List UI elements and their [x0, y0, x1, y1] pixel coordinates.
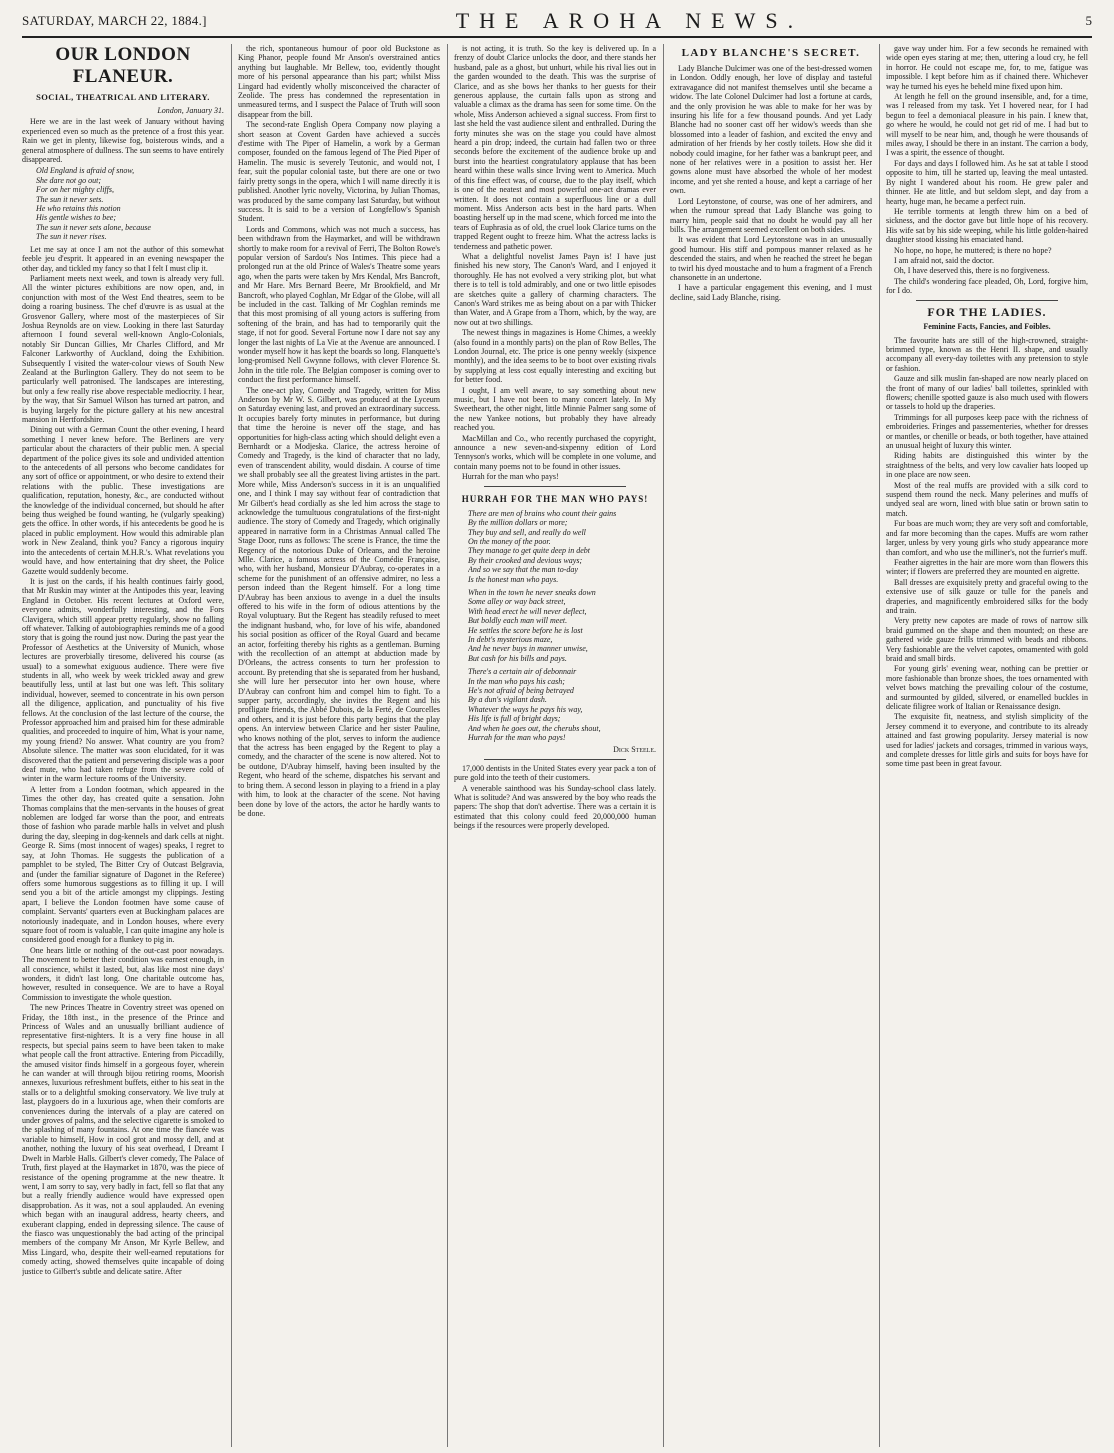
paragraph: Dining out with a German Count the other evening, I heard something I never knew before. The Berliners are very particular about the characters of their public men. A special department of the police gives its sole and undivided attention to the antecedents of all persons who become candidates for any sort of office or appointment, or who desire to extend their relations with the public. These investigations are qualification, reputation, honesty, &c., are conducted without the knowledge of the individual concerned, but should he after being thus weighed be found wanting, he (vulgarly speaking) gets the office. In other words, if his antecedents be good he is placed in public employment. How would this admirable plan work in New Zealand, think you? Fancy a rigorous inquiry into the antecedents of certain M.H.R.'s. What revelations you would have, and how entertaining that dry sheet, the Police Gazette would suddenly become.	[22, 425, 224, 576]
paragraph: gave way under him. For a few seconds he remained with wide open eyes staring at me; then, uttering a loud cry, he fell in horror. He could not escape me, for, to me, fatigue was impossible. I kept before him as if chained there. Whichever way he turned his eyes he beheld mine fixed upon him.	[886, 44, 1088, 91]
column-4	[670, 44, 872, 1447]
poem-title: HURRAH FOR THE MAN WHO PAYS!	[461, 493, 649, 504]
paragraph: What a delightful novelist James Payn is! I have just finished his new story, The Canon's Ward, and I enjoyed it thoroughly. He has not evolved a very striking plot, but what there is to tell is told admirably, and one or two little episodes are sketches quite a gallery of charming characters. The Canon's Ward strikes me as being about on a par with Thicker than Water, and A Grape from a Thorn, which, by the way, are now out at two shillings.	[454, 251, 656, 327]
verse-line: Is the honest man who pays.	[468, 574, 559, 584]
paragraph: Lord Leytonstone, of course, was one of her admirers, and when the rumour spread that Lady Blanche was going to marry him, people said that no doubt he would pay all her bills. The arrangement seemed excellent on both sides.	[670, 196, 872, 234]
paragraph: Oh, I have deserved this, there is no forgiveness.	[894, 266, 1050, 276]
dateline: London, January 31.	[157, 106, 224, 115]
page-number: 5	[1085, 13, 1092, 28]
verse-line: The sun it never sets.	[36, 194, 104, 204]
paragraph: Let me say at once I am not the author of this somewhat feeble jeu d'esprit. It appeared in an evening newspaper the other day, and tickled my fancy so that I felt I must clip it.	[22, 244, 224, 273]
verse-line: In debt's mysterious maze,	[468, 634, 553, 644]
paragraph: Parliament meets next week, and town is already very full. All the winter pictures exhibitions are now open, and, in conjunction with most of the West End theatres, seem to be doing a roaring business. The chef d'œuvre is as usual at the Grosvenor Gallery, where most of the masterpieces of Sir Joshua Reynolds are on view. Looking in there last Saturday afternoon I found several well-known Anglo-Colonials, notably Sir Duncan Gillies, Mr Charles Clifford, and Mr Falconer Larkworthy of Auckland, doing the Exhibition. Subsequently I visited the water-colour views of South New Zealand at the Burlington Gallery. They do not seem to be particularly well patronised. The landscapes are interesting, but only a few really rise above respectable mediocrity. I hear, by the way, that Sir Samuel Wilson has turned art patron, and is buying largely for the picture gallery at his new ancestral mansion in Hertfordshire.	[22, 273, 224, 424]
paragraph: Hurrah for the man who pays!	[462, 472, 559, 482]
verse-line: By their crooked and devious ways;	[468, 555, 583, 565]
paragraph: It is just on the cards, if his health continues fairly good, that Mr Ruskin may winter at the Antipodes this year, leaving England in October. His recent lectures at Oxford were, everyone admits, wonderfully interesting, and the Fors Clavigera, which still appear pretty regularly, show no falling off whatever. Talking of autobiographies reminds me of a good story that is going the round just now. During the past year the Professor of Aesthetics at the University of Munich, whose lectures are proverbially tiresome, delivered his course (as usual) to a somewhat exiguous audience. There were five students in all, who week by week trickled away and grew beautifully less, until at last but one was left. This solitary individual, however, seemed to concentrate in his own person all the diligence, application, and punctuality of his five fellows. At the conclusion of the last lecture of the course, the Professor approached him and praised him for these admirable qualities, and proceeded to inquire of him, What is your name, my young friend? No answer. What country are you from? Absolute silence. The matter was soon elucidated, for it was discovered that the patient and persevering disciple was a poor deaf mute, who had taken refuge from the severe cold of winter in the warm lecture rooms of the University.	[22, 576, 224, 784]
verse-line: But boldly each man will meet.	[468, 616, 568, 626]
column-rule	[879, 44, 880, 1447]
verse-line: There are men of brains who count their gains	[468, 508, 617, 518]
paragraph: Fur boas are much worn; they are very soft and comfortable, and far more becoming than the capes. Muffs are worn rather larger, unless by very young girls who study appearance more than comfort, and who use the milliner's, not the furrier's muff.	[886, 519, 1088, 557]
verse-line: He settles the score before he is lost	[468, 625, 583, 635]
paragraph: Very pretty new capotes are made of rows of narrow silk braid gummed on the shape and then mounted; on these are gathered wide gauze frills trimmed with beads and ribbons. Very fashionable are the velvet capotes, ornamented with gold braid and small birds.	[886, 616, 1088, 663]
verse-line: Whatever the ways he pays his way,	[468, 704, 583, 714]
column-3	[454, 44, 656, 1447]
verse-line: By a dun's vigilant dash.	[468, 695, 547, 705]
paragraph: the rich, spontaneous humour of poor old Buckstone as King Phanor, people found Mr Anson's overstrained antics anything but laughable. Mr Bellew, too, evidently thought more of his personal appearance than his part; whilst Miss Lingard had evidently wholly misconceived the character of Zeolide. The press has condemned the representation in unmeasured terms, and I suspect the Palace of Truth will soon disappear from the bill.	[238, 44, 440, 119]
paragraph: For days and days I followed him. As he sat at table I stood opposite to him, till he started up, leaving the meal untasted. By night I wandered about his room. He grew paler and thinner. He ate little, and but seldom slept, and day from a hearty, huge man, he became a perfect ruin.	[886, 158, 1088, 206]
story-title: LADY BLANCHE'S SECRET.	[681, 47, 861, 59]
paragraph: At length he fell on the ground insensible, and, for a time, was I released from my task. Yet I hovered near, for I had begun to feel a demoniacal pleasure in his pain. I knew that, go where he would, he could not get rid of me. I had but to will myself to be near him, and, though he were thousands of miles away, I should be there in an instant. The carrion a body, I was a spirit, the essence of thought.	[886, 92, 1088, 158]
verse-line: Some alley or way back street,	[468, 597, 566, 607]
paragraph: The new Princes Theatre in Coventry street was opened on Friday, the 18th inst., in the presence of the Prince and Princess of Wales and an unusually brilliant audience of representative first-nighters. It is a very fine house in all respects, but special pains seem to have been taken to make what people call the front attractive. Entering from Piccadilly, the amused visitor finds himself in a gorgeous foyer, wherein he can wander at will through bijou retiring rooms, Moorish annexes, luxurious refreshment buffets, either to his seat in the stalls or to a delightful smoking conservatory. We live truly at last, playgoers do in a luxurious age, when their comforts are conveniences during the intervals of a play are catered on under groves of palms, and the selective cigarette is smoked to the splashing of many fountains. At one time the fiancée was variable to himself, How in cool grot and mossy dell, and at another, nothing the luxury of his seat overhead, I Dreamt I Dwelt in Marble Halls. Gilbert's clever comedy, The Palace of Truth, first played at the Haymarket in 1870, was the piece of resistance of the opening programme at the new theatre. It went, I am sorry to say, very badly in fact, fell so flat that any but a really friendly audience would have expressed open disapprobation. As it was, not a soul applauded. An evening which began with an inaugural address, hearty cheers, and exuberant clapping, ended in depressing silence. The cause of the fiasco was unquestionably the bad acting of the principal members of the company Mr Anson, Mr Kyrle Bellew, and Miss Lingard, who, despite their well-earned reputations for comedy acting, showed themselves quite incapable of doing justice to Gilbert's subtle and delicate satire. After	[22, 1003, 224, 1276]
verse-line: She dare not go out;	[36, 175, 102, 185]
verse-line: In the man who pays his cash;	[468, 676, 565, 686]
article-heading: OUR LONDON FLANEUR.	[55, 44, 191, 87]
paragraph: I ought, I am well aware, to say something about new music, but I have not been to many concert lately. In My Sweetheart, the other night, little Minnie Palmer sang some of the new Yankee notions, but probably they have already reached you.	[454, 385, 656, 433]
verse-line: His life is full of bright days;	[468, 714, 561, 724]
paragraph: A venerable sainthood was his Sunday-school class lately. What is solitude? And was answered by the boy who reads the papers: The shop that don't advertise. There was a certain it is estimated that this colony could feed 20,000,000 human beings if the resources were properly developed.	[454, 783, 656, 831]
header-date: SATURDAY, MARCH 22, 1884.]	[22, 13, 207, 28]
verse-line: The sun it never rises.	[36, 232, 107, 242]
verse	[22, 166, 224, 241]
paragraph: Trimmings for all purposes keep pace with the richness of embroideries. Fringes and passementeries, whether for dresses or mantles, or chenille or beads, or both together, have attained an unusual height of luxury this winter.	[886, 412, 1088, 451]
paragraph: For young girls' evening wear, nothing can be prettier or more fashionable than bronze shoes, the toes ornamented with velvet bows matching the prevailing colour of the costume, and surmounted by gilded, silvered, or enamelled buckles in delicate filigree work of Italian or Renaissance design.	[886, 664, 1088, 711]
paragraph: is not acting, it is truth. So the key is delivered up. In a frenzy of doubt Clarice unlocks the door, and there stands her husband, pale as a ghost, but unhurt, while his rival lies out in the garden wounded to the death. This was the surprise of Clarice, and as she bows her thanks to her guests for their generous applause, the curtain falls upon as strong and valuable a climax as the drama has seen for some time. On the whole, Miss Anderson achieved a signal success. From first to last she held the vast audience silent and enthralled. During the forty minutes she was on the stage you could have almost heard a pin drop; indeed, the curtain had fallen two or three seconds before the excitement of the audience broke up and burst into the heartiest congratulatory applause that has been heard within these walls since Irving went to America. Much of this fine effect was, of course, due to the play itself, which is one of the neatest and most powerful one-act dramas ever written. It does not contain a superfluous line or a dull moment. Miss Anderson acts best in the hard parts. When boasting herself up in the mad scene, which forced me into the tears of Euphrasia as of old, the cruel look Clarice turns on the trapped Regent ought to freeze him. What the actress lacks is tenderness and pathetic power.	[454, 44, 656, 251]
verse-line: Hurrah for the man who pays!	[468, 733, 566, 743]
verse-line: And so we say that the man to-day	[468, 565, 578, 575]
paragraph: The one-act play, Comedy and Tragedy, written for Miss Anderson by Mr W. S. Gilbert, was produced at the Lyceum on Saturday evening last, and proved an extraordinary success. It occupies barely forty minutes in performance, but during that time the heroine is never off the stage, and has opportunities for high-class acting which should delight even a Bernhardt or a Modjeska. Clarice, the actress heroine of Comedy and Tragedy, is the kind of character that no lady, even of transcendent ability, would disdain. A course of time we shall probably see all the greatest living artistes in the part. More while, Miss Anderson's success in it is an unqualified one, and I think I may say without fear of contradiction that Mr Gilbert's head cordially as she led him across the stage to acknowledge the tumultuous congratulations of the first-night audience. The story of Comedy and Tragedy, which originally appeared in narrative form in a Christmas Annual called The Stage Door, runs as follows: The scene is France, the time the Regency of the notorious Duke of Orleans, and the heroine Mlle. Clarice, a famous actress of the Comédie Française, who, with her husband, Monsieur D'Aubray, co-operates in a scheme for the punishment of an offensive admirer, no less a person indeed than the Regent himself. For a long time D'Aubray has been anxious to avenge in a duel the insults offered to his wife in the form of odious attentions by the Royal voluptuary. But the Regent has steadily refused to meet the indignant husband, who, for love of his wife, abandoned his social position as officer of the Royal Guard and became an actor, forfeiting thereby his rights as a gentleman. Burning with the recollection of an attempt at abduction made by D'Orleans, the actress consents to turn her profession to account. By pretending that she is separated from her husband, she will lure her persecutor into her own house, where D'Aubray can confront him and compel him to fight. To a supper party, accordingly, she invites the Regent and his profligate friends, the Abbé Dubois, de la Ferté, de Courcelles and others, and it is just before this party begins that the play opens. An interview between Clarice and her sister Pauline, who knows nothing of the plot, serves to inform the audience that the actress has been engaged by the Regent to play a comedy, and the character of the scene is now altered. Not to be outdone, D'Aubray himself, having been insulted by the Regent, who heard of the scheme, dispatches his servant and to bring them. A second lesson in playing to a friend in a play with him, to look at the character of the scene. Not having been done by love of the actors, the actor he hardly wants to be done.	[238, 385, 440, 818]
paragraph: Lady Blanche Dulcimer was one of the best-dressed women in London. Oddly enough, her love of display and tasteful extravagance did not manifest themselves until she became a widow. The late Colonel Dulcimer had lost a fortune at cards, and the only provision he was able to make for her was by insuring his life for a few thousand pounds. And yet Lady Blanche had no sooner cast off her widow's weeds than she blossomed into a leader of fashion, and excited the envy and admiration of her friends by her costly toilets. How she did it nobody could imagine, for her father was a bankrupt peer, and none of her relatives were in a position to assist her. Her gowns alone must have absorbed the whole of her modest income, and yet she rented a house, and kept a carriage of her own.	[670, 64, 872, 196]
column-rule	[447, 44, 448, 1447]
paragraph: 17,000 dentists in the United States every year pack a ton of pure gold into the teeth of their customers.	[454, 763, 656, 783]
paragraph: Lords and Commons, which was not much a success, has been withdrawn from the Haymarket, and will be withdrawn shortly to make room for a revival of Ferri, The Bolton Rowe's popular version of Sardou's Nos Intimes. This piece had a prolonged run at the old Prince of Wales's Theatre some years ago, when the parts were taken by Mrs Kendal, Mrs Bancroft, and Mr Hare. Mrs Bernard Beere, Mr Brookfield, and Mr Bancroft, who played Coghlan, Mr Edgar of the Globe, will all be included in the cast. Talking of Mr Coghlan reminds me that this most promising of all young actors is suffering from softening of the brain, and has had to temporarily quit the stage, if not for good. Several Fortune now I dare not say any longer the last nights of La Vie at the Avenue are announced. I wonder myself how it has kept the boards so long. Flanquette's long-promised Nell Gwynne follows, with clever Florence St. John in the title role. The Belgian composer is coming over to conduct the first performance himself.	[238, 224, 440, 385]
verse-line: By the million dollars or more;	[468, 518, 568, 528]
paragraph: The child's wondering face pleaded, Oh, Lord, forgive him, for I do.	[886, 276, 1088, 296]
verse-line: And he never buys in manner unwise,	[468, 644, 588, 654]
verse-line: With head erect he will never deflect,	[468, 606, 587, 616]
paragraph: MacMillan and Co., who recently purchased the copyright, announce a new seven-and-sixpenny edition of Lord Tennyson's works, which will be complete in one volume, and contain many poems not to be found in other issues.	[454, 433, 656, 471]
poem	[454, 509, 656, 743]
paragraph: One hears little or nothing of the out-cast poor nowadays. The movement to better their condition was earnest enough, in all conscience, whilst it lasted, but, alas like most nine days' wonders, it didn't last long. One charitable outcome has, however, resulted in consequence. We are to have a Royal Commission to investigate the whole question.	[22, 945, 224, 1002]
paragraph: Most of the real muffs are provided with a silk cord to suspend them round the neck. Many pelerines and muffs of undyed seal are worn, lined with blue satin or brown satin to match.	[886, 480, 1088, 518]
paragraph: Feather aigrettes in the hair are more worn than flowers this winter; if flowers are preferred they are mounted en aigrette.	[886, 557, 1088, 577]
verse-line: Old England is afraid of snow,	[36, 166, 135, 176]
article-subheading: SOCIAL, THEATRICAL AND LITERARY.	[36, 92, 210, 102]
newspaper-title: THE AROHA NEWS.	[455, 8, 804, 33]
column-rule	[663, 44, 664, 1447]
paragraph: Riding habits are distinguished this winter by the straightness of the belts, and very low cavalier hats looped up in one place are now seen.	[886, 451, 1088, 480]
column-5	[886, 44, 1088, 1447]
verse-line: They manage to get quite deep in debt	[468, 546, 590, 556]
paragraph: The newest things in magazines is Home Chimes, a weekly (also found in a monthly parts) on the plan of Row Belles, The London Journal, etc. The price is one penny weekly (sixpence monthly), and the idea seems to be to boot over existing rivals by supplying at less cost equally interesting and exciting but for better food.	[454, 328, 656, 385]
verse-line: He who retains this notion	[36, 204, 121, 214]
paragraph: A letter from a London footman, which appeared in the Times the other day, has created quite a sensation. John Thomas complains that the men-servants in the houses of great noblemen are lodged far worse than the poor, and entreats those of fashion who parade marble halls in velvet and plush during the day, sleeping in dog-kennels and dark cells at night. George R. Sims (most innocent of wages) speaks, I regret to say, at John Thomas. He suggests the publication of a pamphlet to be styled, The Bitter Cry of Outcast Belgravia, and (under the familiar signature of Dagonet in the Referee) offers some humorous suggestions as to filling it up. I will send you a bit of the article amongst my clippings. Jesting apart, I believe the London footmen have some cause of complaint. Servants' quarters even at Buckingham palaces are notoriously inadequate, and in London houses, where every square foot of room is valuable, I can quite imagine any hole is considered good enough for a flunkey to pig in.	[22, 784, 224, 945]
section-title: FOR THE LADIES.	[927, 304, 1047, 319]
column-rule	[231, 44, 232, 1447]
paragraph: I am afraid not, said the doctor.	[894, 255, 994, 265]
section-divider	[484, 759, 626, 760]
verse-line: For on her mighty cliffs,	[36, 185, 114, 195]
verse-line: They buy and sell, and really do well	[468, 527, 586, 537]
verse-line: He's not afraid of being betrayed	[468, 686, 574, 695]
section-divider	[484, 486, 626, 487]
verse-line: His gentle wishes to bee;	[36, 213, 116, 223]
page-header	[22, 6, 1092, 38]
poem-signature: Dick Steele.	[613, 745, 656, 755]
verse-line: When in the town he never sneaks down	[468, 587, 596, 597]
verse-line: The sun it never sets alone, because	[36, 222, 151, 232]
paragraph: He terrible torments at length threw him on a bed of sickness, and the doctor gave but little hope of his recovery. His wife sat by his side weeping, while his little golden-haired daughter stood kissing his emaciated hand.	[886, 206, 1088, 245]
paragraph: No hope, no hope, he muttered; is there no hope?	[894, 245, 1052, 255]
section-subtitle: Feminine Facts, Fancies, and Foibles.	[923, 321, 1051, 331]
column-2	[238, 44, 440, 1447]
paragraph: I have a particular engagement this evening, and I must decline, said Lady Blanche, rising.	[670, 283, 872, 302]
paragraph: Ball dresses are exquisitely pretty and graceful owing to the extensive use of silk gauze or tulle for the panels and draperies, and magnificently embroidered silks for the body and train.	[886, 577, 1088, 615]
paragraph: The favourite hats are still of the high-crowned, straight-brimmed type, known as the Henri II. shape, and usually accompany all every-day toilettes with any pretension to style or fashion.	[886, 335, 1088, 373]
verse-line: On the money of the poor.	[468, 536, 551, 546]
paragraph: Gauze and silk muslin fan-shaped are now nearly placed on the front of many of our ladies' ball toilettes, sprinkled with flowers; chenille spotted gauze is also much used with flowers or tassels to hold up the draperies.	[886, 374, 1088, 412]
column-1	[22, 44, 224, 1447]
paragraph: Here we are in the last week of January without having experienced even so much as the pretence of a frost this year. Rain we get in plenty, likewise fog, boisterous winds, and a general atmosphere of dullness. The sun seems to have entirely disappeared.	[22, 117, 224, 165]
section-divider	[916, 300, 1058, 301]
verse-line: And when he goes out, the cherubs shout,	[468, 723, 601, 733]
verse-line: But cash for his bills and pays.	[468, 653, 567, 663]
paragraph: The second-rate English Opera Company now playing a short season at Covent Garden have achieved a succès d'estime with The Piper of Hamelin, a work by a German composer, founded on the famous legend of The Pied Piper of Hamelin. The music is severely Teutonic, and would not, I fear, suit the popular colonial taste, but there are one or two fairly pretty songs in the opera, which I will name directly it is published. Another lyric novelty, Victorina, by Julian Thomas, was produced by the same company last Saturday, but without success. It is said to be a version of Longfellow's Spanish Student.	[238, 120, 440, 224]
verse-line: There's a certain air of debonnair	[468, 667, 577, 677]
paragraph: The exquisite fit, neatness, and stylish simplicity of the Jersey commend it to everyone, and contribute to its already attained and fast growing popularity. Jersey material is now used for ladies' jackets and corsages, trimmed in various ways, and complete dresses for little girls and suits for boys have for some time past been in great favour.	[886, 712, 1088, 769]
paragraph: It was evident that Lord Leytonstone was in an unusually good humour. His stiff and pompous manner relaxed as he descended the stairs, and when he reached the street he began to twirl his dyed moustache and to hum a fragment of a French chansonette in an undertone.	[670, 235, 872, 282]
